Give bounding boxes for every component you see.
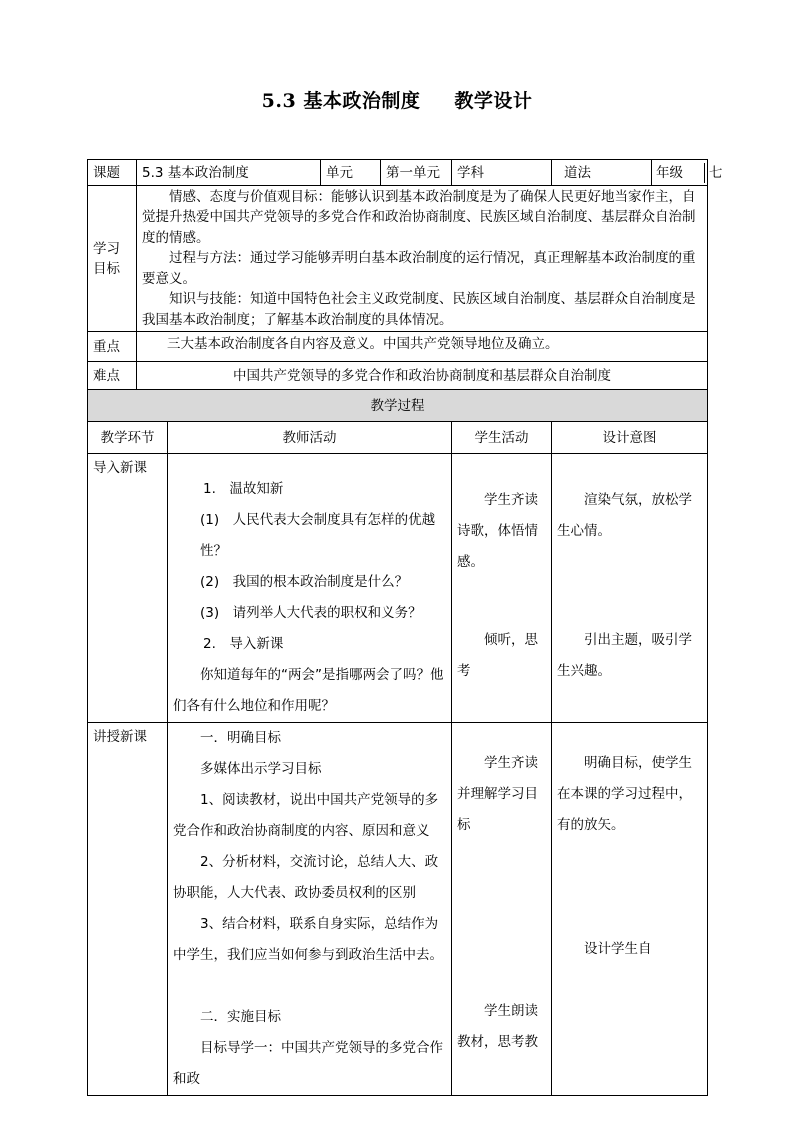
intro-intent-1: 渲染气氛，放松学生心情。	[557, 492, 693, 539]
lecture-intent-1: 明确目标，使学生在本课的学习过程中，有的放矢。	[557, 755, 693, 833]
lecture-heading-1: 一．明确目标	[200, 730, 281, 746]
subject-value: 道法	[552, 160, 652, 186]
key-points-label: 重点	[88, 332, 137, 362]
lecture-line-1: 多媒体出示学习目标	[200, 761, 322, 777]
lecture-line-4: 3、结合材料，联系自身实际，总结作为中学生，我们应当如何参与到政治生活中去。	[173, 916, 443, 963]
key-points-row	[88, 332, 708, 362]
process-header: 教学过程	[88, 390, 708, 422]
intro-intent-2: 引出主题，吸引学生兴趣。	[557, 632, 693, 679]
objective-process: 过程与方法：通过学习能够弄明白基本政治制度的运行情况，真正理解基本政治制度的重要意义。	[142, 250, 696, 287]
subject-label: 学科	[452, 160, 552, 186]
topic-value: 5.3 基本政治制度	[137, 160, 321, 186]
intro-heading-2: 2. 导入新课	[203, 636, 284, 652]
lecture-student-1: 学生齐读并理解学习目标	[457, 755, 539, 833]
col-student: 学生活动	[452, 422, 552, 454]
lecture-line-2: 1、阅读教材，说出中国共产党领导的多党合作和政治协商制度的内容、原因和意义	[173, 792, 439, 839]
intro-question-1: (1) 人民代表大会制度具有怎样的优越性？	[200, 512, 436, 559]
col-teacher: 教师活动	[168, 422, 452, 454]
difficulties-label: 难点	[88, 362, 137, 390]
column-header-row	[88, 422, 708, 454]
intro-intent	[552, 454, 708, 723]
col-stage: 教学环节	[88, 422, 168, 454]
intro-student-1: 学生齐读诗歌，体悟情感。	[457, 492, 539, 570]
lecture-student	[452, 723, 552, 1096]
unit-value: 第一单元	[381, 160, 452, 186]
document-title	[0, 86, 794, 113]
objectives-label-1: 学习	[93, 240, 120, 257]
difficulties-value: 中国共产党领导的多党合作和政治协商制度和基层群众自治制度	[137, 362, 708, 390]
lecture-heading-2: 二．实施目标	[200, 1009, 281, 1025]
lecture-intent-2: 设计学生自	[584, 941, 652, 957]
difficulties-row	[88, 362, 708, 390]
info-row	[88, 160, 708, 186]
grade-label: 年级	[652, 163, 705, 183]
intro-student-2: 倾听，思考	[457, 632, 539, 679]
lecture-line-3: 2、分析材料，交流讨论，总结人大、政协职能，人大代表、政协委员权利的区别	[173, 854, 439, 901]
intro-question-2: (2) 我国的根本政治制度是什么？	[200, 574, 409, 590]
intro-heading-1: 1. 温故知新	[203, 481, 284, 497]
intro-stage: 导入新课	[88, 454, 168, 723]
lecture-intent	[552, 723, 708, 1096]
key-points-value: 三大基本政治制度各自内容及意义。中国共产党领导地位及确立。	[137, 332, 708, 362]
grade-value: 七	[709, 164, 723, 181]
lesson-plan-table	[87, 159, 723, 1096]
lecture-row	[88, 723, 708, 1096]
intro-row	[88, 454, 708, 723]
lecture-teacher	[168, 723, 452, 1096]
objective-emotion: 情感、态度与价值观目标：能够认识到基本政治制度是为了确保人民更好地当家作主，自觉提升热爱中国共产党领导的多党合作和政治协商制度、民族区域自治制度、基层群众自治制度的情感。	[142, 188, 696, 246]
intro-student	[452, 454, 552, 723]
objective-knowledge: 知识与技能：知道中国特色社会主义政党制度、民族区域自治制度、基层群众自治制度是我国基本政治制度；了解基本政治制度的具体情况。	[142, 291, 696, 328]
col-intent: 设计意图	[552, 422, 708, 454]
lecture-student-2: 学生朗读教材，思考教	[457, 1003, 539, 1050]
intro-teacher	[168, 454, 452, 723]
title-lesson: 5.3 基本政治制度	[261, 90, 421, 112]
title-type: 教学设计	[454, 90, 533, 112]
unit-label: 单元	[321, 160, 381, 186]
topic-label: 课题	[88, 160, 137, 186]
intro-question-3: (3) 请列举人大代表的职权和义务？	[200, 605, 422, 621]
objectives-label-2: 目标	[93, 260, 120, 277]
objectives-content	[137, 186, 708, 332]
grade-cell	[652, 160, 723, 186]
process-header-row	[88, 390, 708, 422]
objectives-row	[88, 186, 708, 332]
objectives-label	[88, 186, 137, 332]
grade-inner	[652, 163, 723, 183]
lecture-line-5: 目标导学一：中国共产党领导的多党合作和政	[173, 1040, 443, 1087]
lecture-stage: 讲授新课	[88, 723, 168, 1096]
intro-text: 你知道每年的“两会”是指哪两会了吗？他们各有什么地位和作用呢？	[173, 667, 444, 714]
